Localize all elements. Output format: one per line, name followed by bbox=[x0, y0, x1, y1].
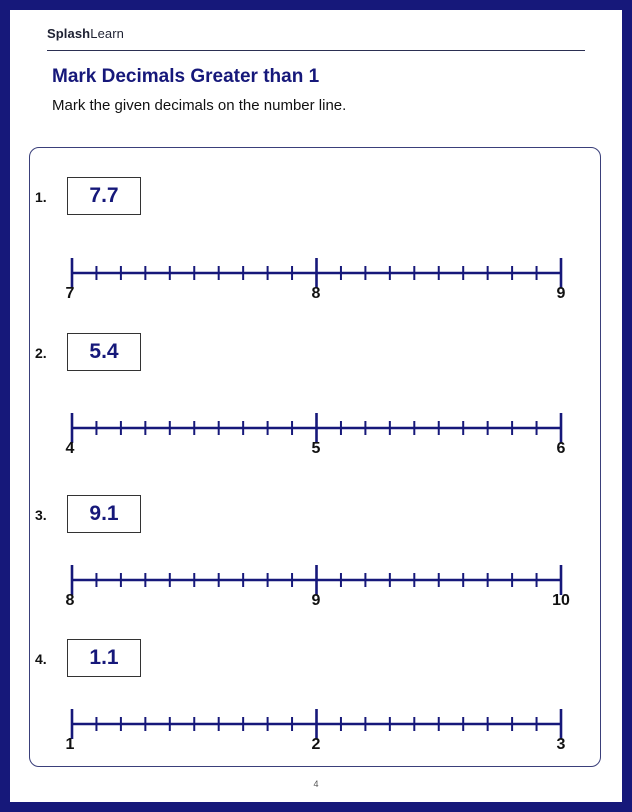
decimal-value-box: 7.7 bbox=[67, 177, 141, 215]
number-line-ticks bbox=[72, 565, 561, 595]
header-divider bbox=[47, 50, 585, 51]
logo-text-learn: Learn bbox=[90, 26, 124, 41]
number-line-ticks bbox=[72, 258, 561, 288]
decimal-value-box: 5.4 bbox=[67, 333, 141, 371]
number-line[interactable] bbox=[10, 398, 622, 458]
number-line-middle-label: 8 bbox=[311, 285, 321, 302]
splashlearn-logo bbox=[47, 26, 124, 41]
number-line-start-label: 4 bbox=[65, 440, 75, 457]
problem-number: 3. bbox=[35, 507, 47, 523]
number-line-start-label: 1 bbox=[65, 736, 75, 753]
number-line-start-label: 8 bbox=[65, 592, 75, 609]
number-line-end-label: 9 bbox=[556, 285, 566, 302]
worksheet-title: Mark Decimals Greater than 1 bbox=[52, 66, 320, 87]
number-line-start-label: 7 bbox=[65, 285, 75, 302]
number-line-end-label: 10 bbox=[552, 592, 570, 609]
number-line-middle-label: 5 bbox=[311, 440, 321, 457]
number-line-end-label: 3 bbox=[556, 736, 566, 753]
problem-number: 1. bbox=[35, 189, 47, 205]
number-line[interactable] bbox=[10, 550, 622, 610]
logo-text-splash: Splash bbox=[47, 26, 91, 41]
number-line-end-label: 6 bbox=[556, 440, 566, 457]
number-line-ticks bbox=[72, 709, 561, 739]
number-line-ticks bbox=[72, 413, 561, 443]
number-line[interactable] bbox=[10, 243, 622, 303]
problem-number: 2. bbox=[35, 345, 47, 361]
number-line[interactable] bbox=[10, 694, 622, 754]
worksheet-page bbox=[10, 10, 622, 802]
problem-number: 4. bbox=[35, 651, 47, 667]
decimal-value-box: 9.1 bbox=[67, 495, 141, 533]
worksheet-instruction: Mark the given decimals on the number line. bbox=[52, 97, 347, 114]
number-line-middle-label: 2 bbox=[311, 736, 321, 753]
number-line-middle-label: 9 bbox=[311, 592, 321, 609]
page-number: 4 bbox=[313, 779, 319, 789]
decimal-value-box: 1.1 bbox=[67, 639, 141, 677]
